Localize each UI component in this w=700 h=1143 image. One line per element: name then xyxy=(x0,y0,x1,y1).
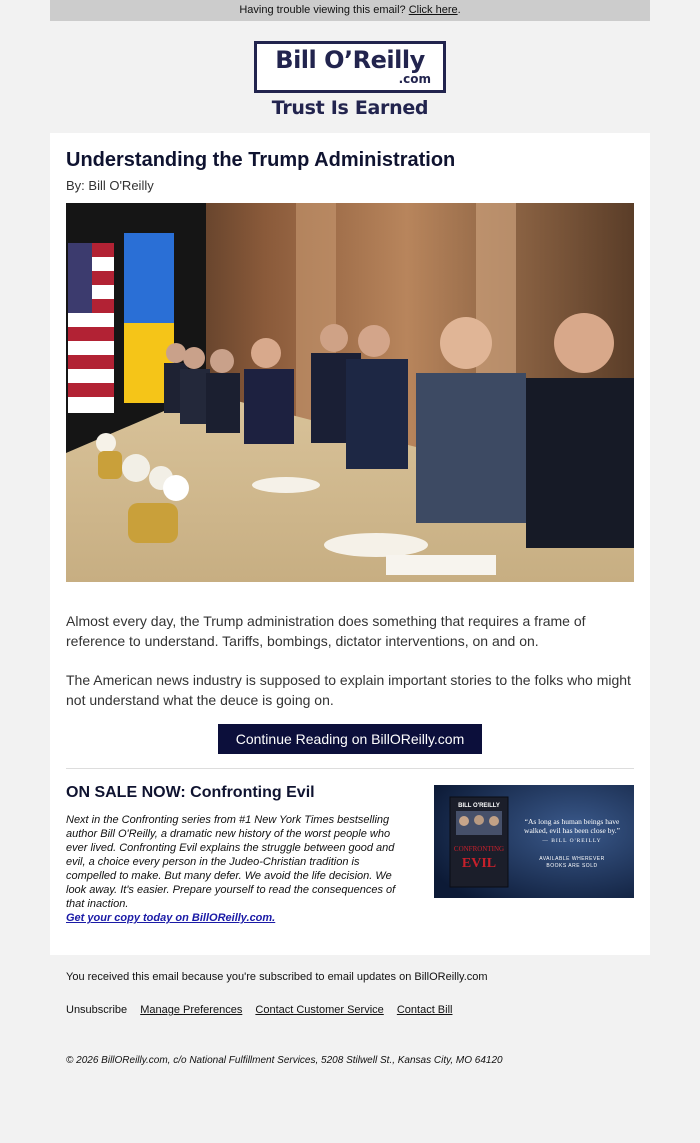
book-quote-author: — BILL O'REILLY xyxy=(542,838,602,844)
book-promo-image[interactable] xyxy=(434,785,634,898)
continue-reading-button[interactable]: Continue Reading on BillOReilly.com xyxy=(218,724,482,754)
book-title-line1: CONFRONTING xyxy=(453,845,505,853)
promo-description xyxy=(66,813,396,925)
logo-box xyxy=(254,41,446,93)
promo-title: ON SALE NOW: Confronting Evil xyxy=(66,784,315,801)
manage-preferences-link[interactable]: Manage Preferences xyxy=(140,1004,243,1016)
confronting-evil-banner xyxy=(434,785,634,898)
click-here-link[interactable]: Click here xyxy=(408,4,458,16)
trouble-viewing-period: . xyxy=(457,4,461,16)
article-photo[interactable] xyxy=(66,203,634,582)
book-available: AVAILABLE WHEREVER BOOKS ARE SOLD xyxy=(539,856,605,869)
site-logo[interactable] xyxy=(254,41,446,119)
trouble-viewing-bar xyxy=(50,0,650,21)
contact-customer-service-link[interactable]: Contact Customer Service xyxy=(255,1004,384,1016)
article-byline: By: Bill O'Reilly xyxy=(66,178,154,193)
article-title[interactable]: Understanding the Trump Administration xyxy=(66,149,456,171)
subscription-notice: You received this email because you're subscribed to email updates on BillOReilly.com xyxy=(66,971,488,983)
get-your-copy-link[interactable]: Get your copy today on BillOReilly.com. xyxy=(66,912,276,924)
section-divider xyxy=(66,768,634,769)
article-paragraph-2: The American news industry is supposed to explain important stories to the folks who might not understand what the deuce is going on. xyxy=(66,672,631,708)
logo-domain: .com xyxy=(398,72,431,86)
contact-bill-link[interactable]: Contact Bill xyxy=(396,1004,453,1016)
book-cover xyxy=(450,797,508,887)
footer-address: © 2026 BillOReilly.com, c/o National Fulfillment Services, 5208 Stilwell St., Kansas City, MO 64120 xyxy=(66,1055,503,1066)
trouble-viewing-text: Having trouble viewing this email? xyxy=(239,4,406,16)
footer-links xyxy=(66,1004,452,1016)
book-quote: “As long as human beings have walked, evil has been close by.” xyxy=(524,817,620,835)
article-card xyxy=(50,133,650,955)
book-title-line2: EVIL xyxy=(461,856,497,871)
promo-description-text: Next in the Confronting series from #1 New York Times bestselling author Bill O'Reilly, a dramatic new history of the worst people who ever lived. Confronting Evil explains the struggle between good and evil, a choice every person in the Judeo-Christian tradition is compelled to make. But many defer. We avoid the life decision. We look away. It's easier. Prepare yourself to read the consequences of that inaction. xyxy=(66,814,396,910)
article-paragraph-1: Almost every day, the Trump administration does something that requires a frame of reference to understand. Tariffs, bombings, dictator interventions, on and on. xyxy=(66,613,586,649)
book-author-text: BILL O'REILLY xyxy=(458,803,500,809)
us-flag xyxy=(68,243,114,413)
logo-name: Bill O’Reilly xyxy=(275,46,425,74)
dinner-table-photo xyxy=(66,203,634,582)
logo-tagline: Trust Is Earned xyxy=(271,97,429,119)
unsubscribe-link[interactable]: Unsubscribe xyxy=(66,1004,128,1016)
